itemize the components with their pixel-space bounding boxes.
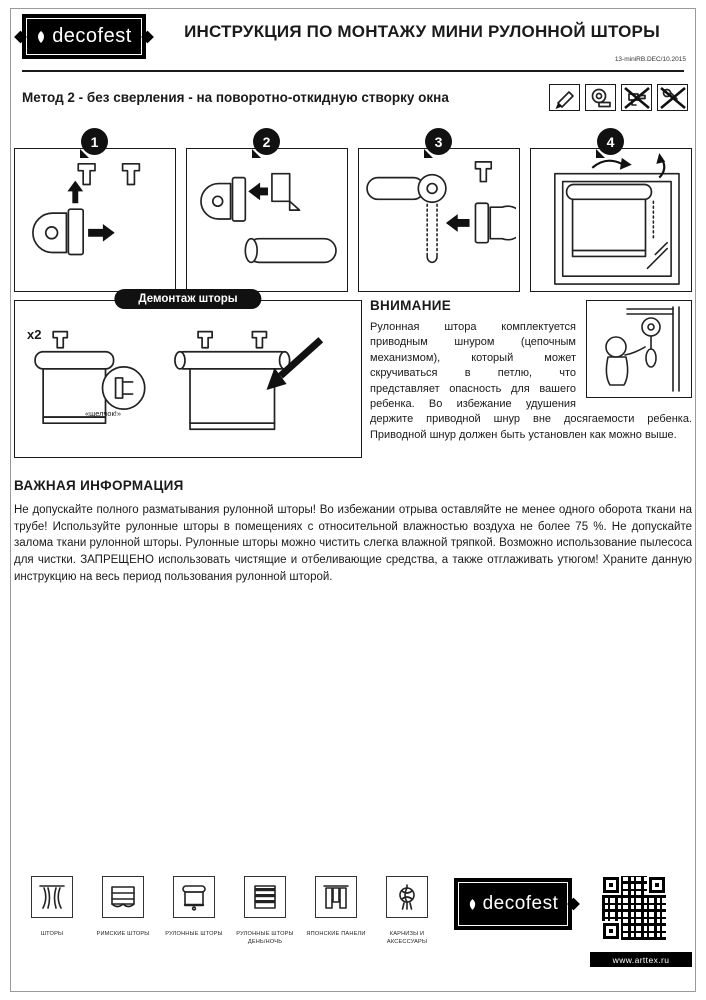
category-label: ШТОРЫ [40, 931, 64, 937]
qr-code [602, 876, 666, 940]
no-screw-icon [657, 84, 688, 111]
roller-blinds-icon [173, 876, 215, 918]
curtains-icon [31, 876, 73, 918]
category-label: ЯПОНСКИЕ ПАНЕЛИ [306, 931, 366, 937]
website-bar: www.arttex.ru [590, 952, 692, 967]
category-japanese-panels [302, 876, 370, 946]
header-divider [22, 70, 684, 72]
dismantle-banner: Демонтаж шторы [114, 289, 261, 309]
leaf-icon [468, 898, 477, 911]
category-label: РИМСКИЕ ШТОРЫ [96, 931, 150, 937]
step-2-illustration [186, 148, 348, 292]
step-3-badge: 3 [425, 128, 452, 155]
category-roller-blinds [160, 876, 228, 946]
accessories-icon [386, 876, 428, 918]
dismantle-illustration [19, 325, 357, 453]
qr-finder [603, 923, 619, 939]
step-2 [186, 128, 348, 292]
qr-finder [603, 877, 619, 893]
step-1 [14, 128, 176, 292]
child-cord-warning-illustration [586, 300, 692, 398]
page-title: ИНСТРУКЦИЯ ПО МОНТАЖУ МИНИ РУЛОННОЙ ШТОРЫ [184, 22, 660, 41]
tape-icon [585, 84, 616, 111]
step-3 [358, 128, 520, 292]
step-4 [530, 128, 692, 292]
category-accessories [373, 876, 441, 946]
click-label: «щелчок!» [85, 409, 122, 418]
method-heading: Метод 2 - без сверления - на поворотно-откидную створку окна [22, 90, 449, 105]
attention-section [370, 298, 692, 443]
category-curtains [18, 876, 86, 946]
important-section [14, 478, 692, 585]
leaf-icon [36, 30, 46, 44]
important-text: Не допускайте полного разматывания рулонной шторы! Во избежании отрыва оставляйте не менее одного оборота ткани на трубе! Используйте рулонные шторы в помещениях с относительной влажностью воздуха не более 75 %. Не допускайте залома ткани рулонной шторы. Рулонные шторы можно чистить слегка влажной тряпкой. Возможно использование пылесоса для чистки. ЗАПРЕЩЕНО использовать чистящие и отбеливающие средства, а также отглаживать утюгом! Храните данную инструкцию на весь период пользования рулонной шторой. [14, 504, 692, 583]
installation-steps [14, 128, 692, 292]
important-heading: ВАЖНАЯ ИНФОРМАЦИЯ [14, 478, 184, 493]
footer-logo-text: decofest [482, 893, 559, 914]
step-4-illustration [530, 148, 692, 292]
decofest-logo [22, 14, 146, 59]
attention-text: Рулонная штора комплектуется приводным шнуром (цепочным механизмом), который может скручиваться в петлю, что представляет опасность для вашего ребенка. Во избежание удушения держите приводной шнур вне досягаемости ребенка. Приводной шнур должен быть установлен как можно выше. [370, 321, 692, 441]
category-label: РУЛОННЫЕ ШТОРЫ [165, 931, 223, 937]
category-label: РУЛОННЫЕ ШТОРЫ ДЕНЬ/НОЧЬ [236, 931, 294, 945]
step-1-illustration [14, 148, 176, 292]
category-label: КАРНИЗЫ И АКСЕССУАРЫ [386, 931, 428, 945]
footer [14, 872, 692, 974]
japanese-panels-icon [315, 876, 357, 918]
step-1-badge: 1 [81, 128, 108, 155]
decofest-footer-logo [454, 878, 572, 930]
logo-text: decofest [52, 25, 132, 47]
product-categories [18, 876, 441, 946]
step-2-badge: 2 [253, 128, 280, 155]
category-day-night-blinds [231, 876, 299, 946]
day-night-blinds-icon [244, 876, 286, 918]
attention-heading: ВНИМАНИЕ [370, 298, 452, 313]
roman-blinds-icon [102, 876, 144, 918]
no-drill-icon [621, 84, 652, 111]
qr-finder [649, 877, 665, 893]
step-4-badge: 4 [597, 128, 624, 155]
dismantle-panel [14, 293, 362, 458]
step-3-illustration [358, 148, 520, 292]
document-code: 13-miniRB.DEC/10.2015 [614, 56, 686, 63]
multiplier-label: x2 [27, 327, 42, 342]
method-icons [549, 84, 688, 111]
pencil-icon [549, 84, 580, 111]
category-roman-blinds [89, 876, 157, 946]
